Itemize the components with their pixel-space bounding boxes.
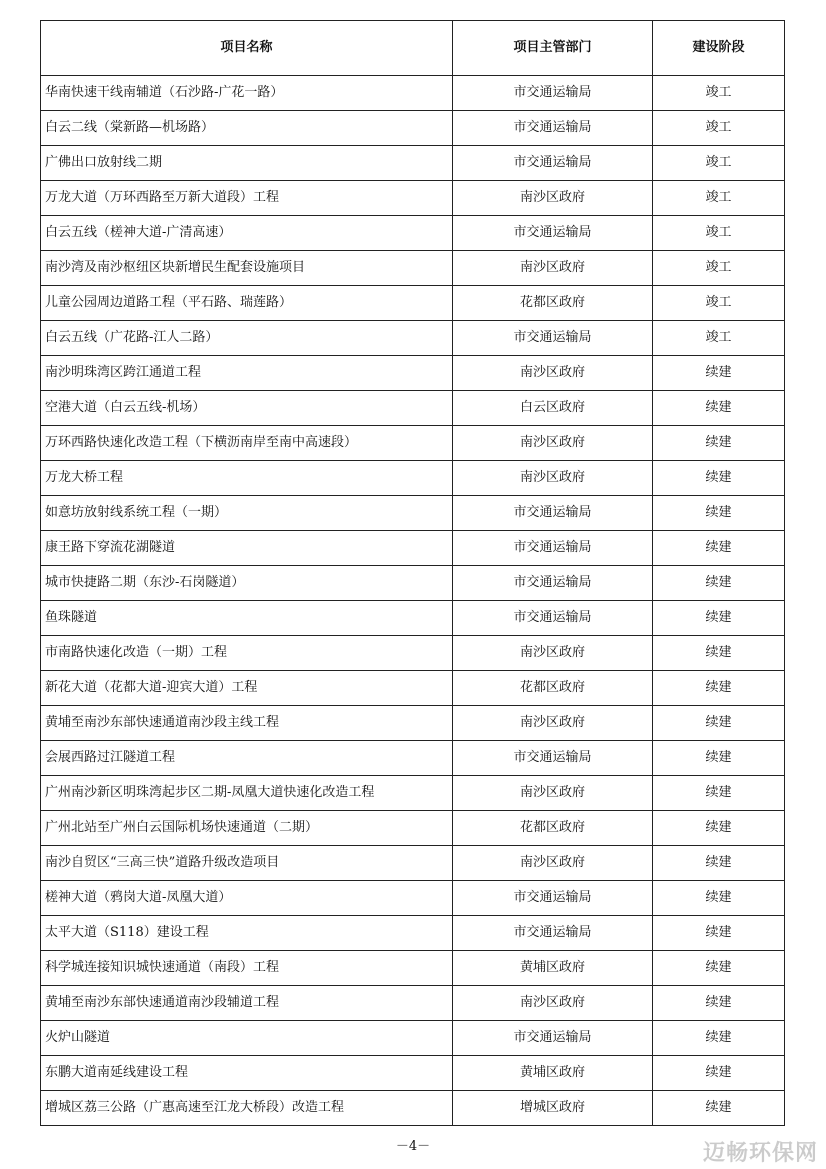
cell-stage: 续建 <box>653 636 785 671</box>
table-row <box>41 356 785 391</box>
cell-stage: 续建 <box>653 496 785 531</box>
cell-department: 黄埔区政府 <box>453 1056 653 1091</box>
cell-project-name: 会展西路过江隧道工程 <box>41 741 453 776</box>
cell-department: 黄埔区政府 <box>453 951 653 986</box>
cell-stage: 续建 <box>653 601 785 636</box>
cell-stage: 竣工 <box>653 111 785 146</box>
cell-project-name: 南沙湾及南沙枢纽区块新增民生配套设施项目 <box>41 251 453 286</box>
cell-department: 南沙区政府 <box>453 181 653 216</box>
page-number: －4－ <box>395 1139 431 1154</box>
cell-department: 市交通运输局 <box>453 321 653 356</box>
cell-stage: 竣工 <box>653 216 785 251</box>
cell-project-name: 华南快速干线南辅道（石沙路-广花一路） <box>41 76 453 111</box>
cell-department: 南沙区政府 <box>453 986 653 1021</box>
table-row <box>41 916 785 951</box>
cell-stage: 续建 <box>653 741 785 776</box>
cell-stage: 续建 <box>653 916 785 951</box>
cell-department: 白云区政府 <box>453 391 653 426</box>
cell-project-name: 南沙自贸区“三高三快”道路升级改造项目 <box>41 846 453 881</box>
header-project-name: 项目名称 <box>41 21 453 76</box>
table-row <box>41 811 785 846</box>
cell-project-name: 新花大道（花都大道-迎宾大道）工程 <box>41 671 453 706</box>
table-header-row <box>41 21 785 76</box>
table-row <box>41 76 785 111</box>
cell-stage: 续建 <box>653 356 785 391</box>
table-row <box>41 426 785 461</box>
table-row <box>41 216 785 251</box>
cell-department: 南沙区政府 <box>453 846 653 881</box>
cell-stage: 续建 <box>653 811 785 846</box>
table-row <box>41 706 785 741</box>
cell-stage: 续建 <box>653 1056 785 1091</box>
cell-department: 市交通运输局 <box>453 146 653 181</box>
table-row <box>41 636 785 671</box>
cell-department: 南沙区政府 <box>453 776 653 811</box>
cell-department: 南沙区政府 <box>453 426 653 461</box>
project-table <box>40 20 785 1126</box>
table-row <box>41 321 785 356</box>
cell-project-name: 白云五线（广花路-江人二路） <box>41 321 453 356</box>
cell-department: 市交通运输局 <box>453 601 653 636</box>
cell-project-name: 广佛出口放射线二期 <box>41 146 453 181</box>
cell-stage: 续建 <box>653 566 785 601</box>
cell-stage: 竣工 <box>653 286 785 321</box>
table-row <box>41 1056 785 1091</box>
cell-stage: 续建 <box>653 426 785 461</box>
cell-project-name: 鱼珠隧道 <box>41 601 453 636</box>
table-row <box>41 286 785 321</box>
cell-department: 市交通运输局 <box>453 216 653 251</box>
cell-project-name: 白云五线（槎神大道-广清高速） <box>41 216 453 251</box>
table-row <box>41 251 785 286</box>
cell-project-name: 增城区荔三公路（广惠高速至江龙大桥段）改造工程 <box>41 1091 453 1126</box>
table-row <box>41 881 785 916</box>
table-row <box>41 846 785 881</box>
cell-project-name: 黄埔至南沙东部快速通道南沙段辅道工程 <box>41 986 453 1021</box>
cell-project-name: 槎神大道（鸦岗大道-凤凰大道） <box>41 881 453 916</box>
cell-project-name: 空港大道（白云五线-机场） <box>41 391 453 426</box>
cell-project-name: 广州南沙新区明珠湾起步区二期-凤凰大道快速化改造工程 <box>41 776 453 811</box>
watermark-logo: 迈畅环保网 <box>702 1141 818 1166</box>
cell-department: 市交通运输局 <box>453 76 653 111</box>
cell-stage: 续建 <box>653 986 785 1021</box>
cell-stage: 竣工 <box>653 251 785 286</box>
cell-project-name: 康王路下穿流花湖隧道 <box>41 531 453 566</box>
table-row <box>41 181 785 216</box>
table-row <box>41 461 785 496</box>
cell-stage: 续建 <box>653 391 785 426</box>
table-row <box>41 566 785 601</box>
header-department: 项目主管部门 <box>453 21 653 76</box>
cell-project-name: 城市快捷路二期（东沙-石岗隧道） <box>41 566 453 601</box>
table-row <box>41 1021 785 1056</box>
cell-project-name: 如意坊放射线系统工程（一期） <box>41 496 453 531</box>
table-row <box>41 1091 785 1126</box>
table-row <box>41 531 785 566</box>
cell-stage: 竣工 <box>653 76 785 111</box>
cell-department: 市交通运输局 <box>453 531 653 566</box>
cell-project-name: 市南路快速化改造（一期）工程 <box>41 636 453 671</box>
cell-department: 增城区政府 <box>453 1091 653 1126</box>
table-row <box>41 146 785 181</box>
cell-department: 市交通运输局 <box>453 741 653 776</box>
cell-project-name: 白云二线（棠新路—机场路） <box>41 111 453 146</box>
cell-department: 花都区政府 <box>453 811 653 846</box>
cell-project-name: 火炉山隧道 <box>41 1021 453 1056</box>
cell-project-name: 儿童公园周边道路工程（平石路、瑞莲路） <box>41 286 453 321</box>
table-row <box>41 776 785 811</box>
table-row <box>41 741 785 776</box>
cell-project-name: 万龙大桥工程 <box>41 461 453 496</box>
table-row <box>41 951 785 986</box>
cell-department: 南沙区政府 <box>453 251 653 286</box>
cell-stage: 续建 <box>653 881 785 916</box>
table-row <box>41 601 785 636</box>
cell-department: 南沙区政府 <box>453 706 653 741</box>
cell-stage: 续建 <box>653 776 785 811</box>
cell-department: 花都区政府 <box>453 286 653 321</box>
table-body <box>41 76 785 1126</box>
table-row <box>41 671 785 706</box>
cell-stage: 续建 <box>653 706 785 741</box>
cell-stage: 续建 <box>653 531 785 566</box>
cell-department: 市交通运输局 <box>453 916 653 951</box>
cell-department: 市交通运输局 <box>453 881 653 916</box>
cell-department: 南沙区政府 <box>453 461 653 496</box>
cell-project-name: 广州北站至广州白云国际机场快速通道（二期） <box>41 811 453 846</box>
cell-project-name: 东鹏大道南延线建设工程 <box>41 1056 453 1091</box>
cell-project-name: 科学城连接知识城快速通道（南段）工程 <box>41 951 453 986</box>
table-row <box>41 496 785 531</box>
cell-stage: 续建 <box>653 1091 785 1126</box>
cell-department: 市交通运输局 <box>453 566 653 601</box>
cell-department: 市交通运输局 <box>453 111 653 146</box>
cell-stage: 竣工 <box>653 181 785 216</box>
cell-stage: 续建 <box>653 951 785 986</box>
cell-stage: 续建 <box>653 1021 785 1056</box>
cell-project-name: 黄埔至南沙东部快速通道南沙段主线工程 <box>41 706 453 741</box>
cell-stage: 竣工 <box>653 321 785 356</box>
table-row <box>41 111 785 146</box>
table-row <box>41 391 785 426</box>
cell-project-name: 南沙明珠湾区跨江通道工程 <box>41 356 453 391</box>
cell-stage: 续建 <box>653 846 785 881</box>
table-row <box>41 986 785 1021</box>
cell-stage: 续建 <box>653 671 785 706</box>
cell-department: 市交通运输局 <box>453 496 653 531</box>
cell-project-name: 万龙大道（万环西路至万新大道段）工程 <box>41 181 453 216</box>
cell-stage: 续建 <box>653 461 785 496</box>
cell-stage: 竣工 <box>653 146 785 181</box>
header-stage: 建设阶段 <box>653 21 785 76</box>
cell-department: 南沙区政府 <box>453 636 653 671</box>
cell-department: 南沙区政府 <box>453 356 653 391</box>
cell-project-name: 万环西路快速化改造工程（下横沥南岸至南中高速段） <box>41 426 453 461</box>
cell-project-name: 太平大道（S118）建设工程 <box>41 916 453 951</box>
cell-department: 市交通运输局 <box>453 1021 653 1056</box>
cell-department: 花都区政府 <box>453 671 653 706</box>
